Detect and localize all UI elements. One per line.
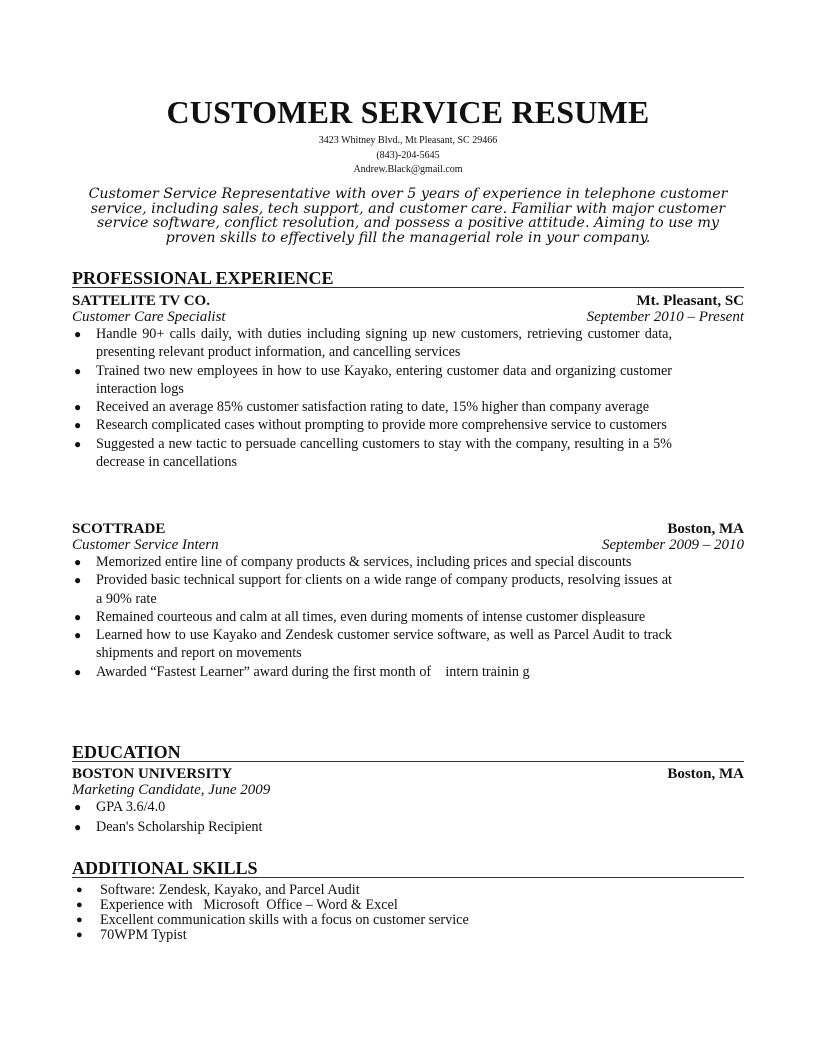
bullet-icon: ● — [76, 899, 83, 911]
list-item: ● Trained two new employees in how to use Kayako, entering customer data and organizing customer interaction logs — [74, 362, 672, 397]
list-item: ● Learned how to use Kayako and Zendesk customer service software, as well as Parcel Audit to track shipments and report on movements — [74, 627, 672, 662]
job-role: Customer Service Intern — [72, 537, 219, 553]
bullet-icon: ● — [74, 436, 82, 451]
bullet-icon: ● — [74, 800, 82, 814]
bullet-icon: ● — [74, 628, 82, 643]
list-item: ● Received an average 85% customer satisfaction rating to date, 15% higher than company average — [74, 399, 650, 416]
list-item: ● Provided basic technical support for clients on a wide range of company products, resolving issues at a 90% rate — [74, 572, 672, 607]
job-subheader — [72, 309, 744, 325]
job-dates: September 2010 – Present — [586, 309, 744, 325]
bullet-icon: ● — [74, 327, 82, 341]
list-item: ● Research complicated cases without prompting to provide more comprehensive service to customers — [74, 417, 667, 434]
education-bullet-list — [72, 798, 672, 837]
bullet-icon: ● — [74, 400, 82, 415]
list-item: ● 70WPM Typist — [76, 927, 187, 943]
bullet-icon: ● — [74, 555, 82, 569]
list-item: ● GPA 3.6/4.0 — [74, 799, 166, 815]
section-heading-skills: ADDITIONAL SKILLS — [72, 859, 744, 878]
bullet-icon: ● — [76, 929, 83, 941]
job-bullet-list — [72, 325, 672, 471]
bullet-icon: ● — [74, 664, 82, 679]
job-location: Boston, MA — [667, 521, 744, 537]
degree: Marketing Candidate, June 2009 — [72, 782, 271, 798]
job-header — [72, 521, 744, 537]
education-header — [72, 766, 744, 782]
list-item: ● Software: Zendesk, Kayako, and Parcel Audit — [76, 882, 360, 898]
job-subheader — [72, 537, 744, 553]
company-name: SATTELITE TV CO. — [72, 293, 210, 309]
bullet-icon: ● — [74, 820, 82, 835]
section-heading-experience: PROFESSIONAL EXPERIENCE — [72, 269, 744, 288]
bullet-icon: ● — [74, 573, 82, 588]
skills-list — [72, 883, 672, 943]
contact-phone: (843)-204-5645 — [376, 150, 440, 161]
list-item: ● Experience with Microsoft Office – Word & Excel — [76, 897, 398, 913]
job-location: Mt. Pleasant, SC — [636, 293, 744, 309]
bullet-icon: ● — [74, 363, 82, 378]
list-item: ● Handle 90+ calls daily, with duties including signing up new customers, retrieving customer data, presenting relevant product information, and cancelling services — [74, 326, 672, 361]
contact-email: Andrew.Black@gmail.com — [353, 164, 463, 175]
job-role: Customer Care Specialist — [72, 309, 226, 325]
summary-paragraph: Customer Service Representative with over 5 years of experience in telephone customer service, including sales, tech support, and customer care. Familiar with major customer service software, conflict resolution, and possess a positive attitude. Aiming to use my proven skills to effectively fill the managerial role in your company. — [88, 186, 728, 246]
job-dates: September 2009 – 2010 — [601, 537, 744, 553]
education-subheader — [72, 782, 744, 798]
list-item: ● Suggested a new tactic to persuade cancelling customers to stay with the company, resulting in a 5% decrease in cancellations — [74, 435, 672, 471]
school-location: Boston, MA — [667, 766, 744, 782]
list-item: ● Awarded “Fastest Learner” award during the first month of intern trainin g — [74, 663, 530, 680]
bullet-icon: ● — [76, 884, 83, 896]
contact-address: 3423 Whitney Blvd., Mt Pleasant, SC 29466 — [318, 135, 498, 146]
school-name: BOSTON UNIVERSITY — [72, 766, 233, 782]
bullet-icon: ● — [74, 609, 82, 624]
list-item: ● Dean's Scholarship Recipient — [74, 819, 263, 836]
section-heading-education: EDUCATION — [72, 743, 744, 762]
list-item: ● Remained courteous and calm at all times, even during moments of intense customer displeasure — [74, 608, 646, 625]
job-header — [72, 293, 744, 309]
list-item: ● Memorized entire line of company products & services, including prices and special discounts — [74, 554, 632, 570]
bullet-icon: ● — [74, 418, 82, 433]
bullet-icon: ● — [76, 914, 83, 926]
resume-title: CUSTOMER SERVICE RESUME — [166, 94, 650, 130]
company-name: SCOTTRADE — [72, 521, 166, 537]
job-bullet-list — [72, 553, 672, 681]
list-item: ● Excellent communication skills with a focus on customer service — [76, 912, 469, 928]
